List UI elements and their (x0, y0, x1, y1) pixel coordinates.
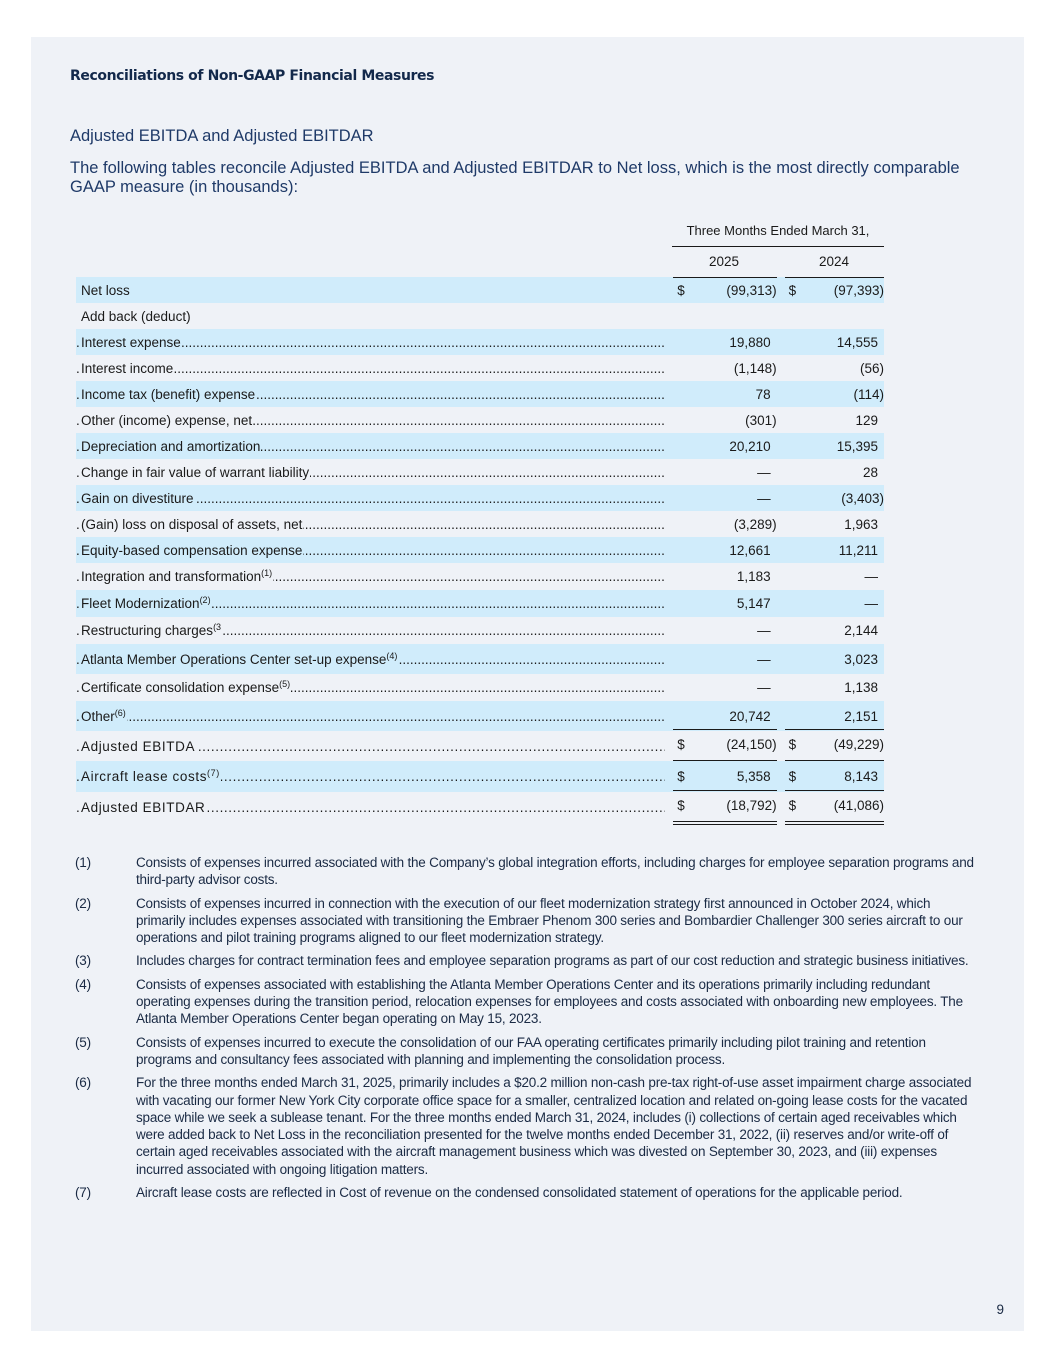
footnote-item (75, 976, 975, 1028)
table-row (76, 761, 884, 792)
value-cell-2025 (673, 590, 776, 617)
table-row (76, 277, 884, 303)
row-label-text: Net loss (81, 282, 130, 298)
row-label (76, 413, 665, 428)
value-cell-2025 (673, 329, 776, 355)
row-label-text: Other (income) expense, net (81, 412, 253, 428)
value: — (864, 596, 878, 611)
value: — (757, 623, 771, 638)
value: 2,144 (844, 623, 878, 638)
footnote-text: Consists of expenses incurred associated with the Company’s global integration efforts, including charges for employee separation programs and third-party advisor costs. (136, 855, 974, 888)
value-cell-2024 (785, 729, 884, 764)
value-cell-2024 (785, 617, 884, 644)
section-title: Reconciliations of Non-GAAP Financial Measures (70, 68, 435, 84)
value: 14,555 (836, 334, 878, 350)
row-label-text: Atlanta Member Operations Center set-up expense (81, 651, 387, 667)
value: — (757, 490, 771, 506)
currency-symbol: $ (677, 798, 685, 813)
value: 15,395 (836, 438, 878, 454)
value: 12,661 (729, 542, 771, 558)
footnote-ref: (1) (261, 569, 273, 578)
value-cell-2024 (785, 433, 884, 459)
row-label (76, 491, 665, 506)
row-label-text: Aircraft lease costs (81, 769, 208, 784)
footnote-number: (2) (75, 895, 91, 911)
footnote-item (75, 854, 975, 889)
value: 2,151 (844, 708, 878, 724)
value-cell-2025 (673, 511, 776, 537)
value-cell-2025 (673, 303, 776, 329)
footnote-ref: (6) (114, 708, 126, 718)
row-label (76, 800, 665, 815)
value: 129 (855, 412, 878, 428)
footnote-ref: (4) (386, 651, 398, 661)
value-cell-2024 (785, 563, 884, 590)
value-cell-2024 (785, 644, 884, 674)
value: — (757, 464, 771, 480)
row-label (76, 335, 665, 350)
value: (99,313) (726, 283, 777, 298)
value-cell-2024 (785, 590, 884, 617)
year-header-2024: 2024 (818, 254, 850, 269)
row-label (76, 680, 665, 695)
table-row (76, 459, 884, 485)
row-label-text: Change in fair value of warrant liability (81, 464, 310, 480)
row-label (76, 465, 665, 480)
row-label (76, 596, 665, 611)
table-row (76, 617, 884, 644)
currency-symbol: $ (677, 737, 685, 752)
row-label (76, 309, 665, 324)
value: (24,150) (726, 737, 777, 752)
currency-symbol: $ (788, 737, 797, 752)
currency-symbol: $ (677, 283, 685, 298)
currency-symbol: $ (677, 769, 685, 784)
value-cell-2025 (673, 790, 776, 825)
value-cell-2024 (785, 355, 884, 381)
row-label (76, 543, 665, 558)
footnote-number: (3) (75, 953, 91, 969)
value: 3,023 (844, 651, 878, 667)
footnote-item (75, 1034, 975, 1069)
value-cell-2024 (785, 701, 884, 731)
row-label (76, 361, 665, 376)
footnote-text: Aircraft lease costs are reflected in Cost of revenue on the condensed consolidated statement of operations for the applicable period. (136, 1185, 903, 1201)
value-cell-2025 (673, 381, 776, 407)
footnote-item (75, 952, 975, 969)
value-cell-2024 (785, 485, 884, 511)
value: 1,138 (844, 680, 878, 695)
value-cell-2024 (785, 511, 884, 537)
value-cell-2025 (673, 355, 776, 381)
table-row (76, 792, 884, 822)
value-cell-2025 (673, 761, 776, 792)
value: (301) (745, 412, 777, 428)
value: 11,211 (838, 542, 878, 558)
footnote-number: (5) (75, 1034, 91, 1050)
table-row (76, 433, 884, 459)
period-header: Three Months Ended March 31, (672, 223, 884, 247)
value: (49,229) (833, 737, 884, 752)
value-cell-2024 (785, 329, 884, 355)
value: (1,148) (733, 360, 777, 376)
table-row (76, 303, 884, 329)
value: 1,183 (736, 569, 771, 584)
value-cell-2025 (673, 537, 776, 563)
value-cell-2024 (785, 303, 884, 329)
table-row (76, 407, 884, 433)
value-cell-2025 (673, 277, 776, 304)
row-label (76, 709, 665, 724)
row-label-text: Fleet Modernization (81, 596, 200, 611)
footnote-ref: (3 (213, 623, 222, 632)
footnote-item (75, 895, 975, 947)
row-label-text: Interest expense (81, 334, 181, 350)
currency-symbol: $ (788, 769, 797, 784)
value: 5,358 (736, 769, 771, 784)
sub-heading: Adjusted EBITDA and Adjusted EBITDAR (70, 127, 374, 145)
table-row (76, 644, 884, 674)
value: (41,086) (833, 798, 884, 813)
value: 19,880 (729, 334, 771, 350)
value-cell-2025 (673, 729, 776, 764)
intro-paragraph: The following tables reconcile Adjusted EBITDA and Adjusted EBITDAR to Net loss, which is the most directly comparable GAAP measure (in thousands): (70, 159, 960, 196)
value-cell-2024 (785, 407, 884, 433)
currency-symbol: $ (788, 283, 797, 298)
value: 5,147 (736, 596, 771, 611)
value-cell-2025 (673, 563, 776, 590)
value-cell-2025 (673, 674, 776, 701)
year-header-2025: 2025 (708, 254, 740, 269)
row-label-text: Integration and transformation (81, 569, 262, 584)
page-panel (31, 37, 1024, 1331)
row-label-text: Other (81, 708, 115, 724)
footnote-item (75, 1074, 975, 1178)
value-cell-2024 (785, 761, 884, 792)
footnote-text: Consists of expenses associated with establishing the Atlanta Member Operations Center and its operations primarily including redundant operating expenses during the transition period, relocation expenses for employees and costs associated with onboarding new employees. The Atlanta Member Operations Center began operating on May 15, 2023. (136, 976, 963, 1027)
value: (18,792) (726, 798, 777, 813)
row-label-text: Adjusted EBITDAR (81, 799, 206, 815)
row-label-text: Depreciation and amortization (81, 438, 261, 454)
value-cell-2024 (785, 381, 884, 407)
table-row (76, 355, 884, 381)
table-row (76, 537, 884, 563)
table-body (76, 277, 884, 822)
value-cell-2024 (785, 277, 884, 304)
row-label (76, 652, 665, 667)
row-label-text: Add back (deduct) (81, 308, 191, 324)
value-cell-2025 (673, 617, 776, 644)
value: (97,393) (833, 283, 884, 298)
value-cell-2024 (785, 459, 884, 485)
value: — (757, 651, 771, 667)
footnotes (75, 854, 975, 1207)
value-cell-2025 (673, 407, 776, 433)
footnote-number: (1) (75, 855, 91, 870)
footnote-text: For the three months ended March 31, 2025, primarily includes a $20.2 million non-cash pre-tax right-of-use asset impairment charge associated with vacating our former New York City corporate office space for a smaller, centralized location and related on-going lease costs for the vacated space while we seek a sublease tenant. For the three months ended March 31, 2024, includes (i) collections of certain aged receivables which were added back to Net Loss in the reconciliation presented for the twelve months ended December 31, 2022, (ii) reserves and/or write-off of certain aged receivables associated with the aircraft management business which was divested on September 30, 2023, and (iii) expenses incurred associated with ongoing litigation matters. (136, 1075, 972, 1177)
value-cell-2025 (673, 701, 776, 731)
value-cell-2025 (673, 485, 776, 511)
footnote-text: Consists of expenses incurred to execute the consolidation of our FAA operating certificates primarily including pilot training and retention programs and consultancy fees associated with planning and implementing the consolidation process. (136, 1034, 926, 1067)
row-label-text: Gain on divestiture (81, 490, 194, 506)
value: — (864, 569, 878, 584)
footnote-ref: (2) (199, 596, 211, 605)
row-label (76, 387, 665, 402)
value-cell-2024 (785, 674, 884, 701)
footnote-item (75, 1184, 975, 1201)
table-row (76, 701, 884, 731)
table-row (76, 511, 884, 537)
row-label (76, 569, 665, 584)
footnote-number: (4) (75, 976, 91, 992)
value-cell-2025 (673, 459, 776, 485)
row-label (76, 439, 665, 454)
table-row (76, 329, 884, 355)
footnote-text: Includes charges for contract termination fees and employee separation programs as part of our cost reduction and strategic business initiatives. (136, 953, 969, 969)
row-label (76, 623, 665, 638)
currency-symbol: $ (788, 798, 797, 813)
value: 28 (862, 464, 878, 480)
footnote-number: (7) (75, 1185, 91, 1201)
table-row (76, 563, 884, 590)
value: 8,143 (844, 769, 878, 784)
row-label (76, 517, 665, 532)
value: 20,742 (729, 708, 771, 724)
value-cell-2024 (785, 537, 884, 563)
value: 20,210 (729, 438, 771, 454)
value: (56) (859, 360, 884, 376)
row-label-text: Certificate consolidation expense (81, 680, 280, 695)
row-label-text: Interest income (81, 360, 174, 376)
row-label-text: Equity-based compensation expense (81, 542, 303, 558)
value: (114) (853, 386, 884, 402)
table-row (76, 731, 884, 761)
value-cell-2025 (673, 433, 776, 459)
value-cell-2024 (785, 790, 884, 825)
row-label (76, 283, 665, 298)
row-label-text: Restructuring charges (81, 623, 214, 638)
value: — (757, 680, 771, 695)
row-label-text: Income tax (benefit) expense (81, 386, 256, 402)
footnote-number: (6) (75, 1075, 91, 1091)
footnote-text: Consists of expenses incurred in connection with the execution of our fleet modernization strategy first announced in October 2024, which primarily includes expenses associated with transitioning the Embraer Phenom 300 series and Bombardier Challenger 300 series aircraft to our operations and pilot training programs aligned to our fleet modernization strategy. (136, 895, 963, 946)
value: (3,403) (841, 490, 884, 506)
value-cell-2025 (673, 644, 776, 674)
footnote-ref: (5) (279, 680, 291, 689)
table-row (76, 674, 884, 701)
table-row (76, 381, 884, 407)
row-label-text: (Gain) loss on disposal of assets, net (81, 516, 303, 532)
value: 78 (755, 386, 771, 402)
value: 1,963 (844, 516, 878, 532)
table-row (76, 590, 884, 617)
table-row (76, 485, 884, 511)
page-number: 9 (996, 1302, 1004, 1317)
row-label (76, 739, 665, 754)
value: (3,289) (733, 516, 777, 532)
row-label (76, 769, 665, 784)
row-label-text: Adjusted EBITDA (81, 738, 196, 754)
footnote-ref: (7) (207, 769, 220, 778)
